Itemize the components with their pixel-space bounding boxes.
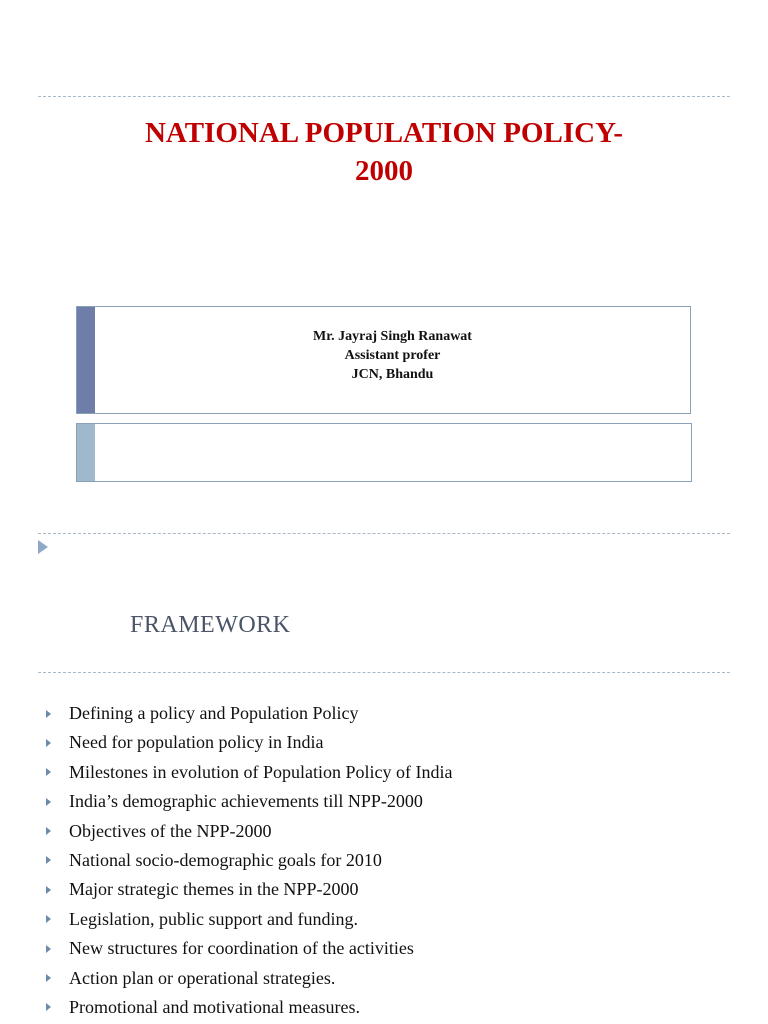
list-item: [44, 846, 452, 875]
author-box-accent: [77, 307, 95, 413]
bullet-arrow-icon: [46, 1003, 51, 1011]
author-institution: JCN, Bhandu: [351, 367, 434, 382]
framework-list: [44, 699, 452, 1022]
list-item: [44, 817, 452, 846]
list-item: [44, 905, 452, 934]
list-item: [44, 728, 452, 757]
list-item: [44, 758, 452, 787]
slide-marker-icon: [38, 540, 48, 554]
framework-heading: FRAMEWORK: [130, 612, 291, 638]
author-name: Mr. Jayraj Singh Ranawat: [313, 329, 472, 344]
author-info: [95, 327, 690, 384]
list-item: [44, 993, 452, 1022]
list-item-text: Major strategic themes in the NPP-2000: [69, 879, 359, 900]
list-item-text: New structures for coordination of the activities: [69, 938, 414, 959]
bullet-arrow-icon: [46, 798, 51, 806]
heading-divider: [38, 672, 730, 673]
bullet-arrow-icon: [46, 886, 51, 894]
bullet-arrow-icon: [46, 915, 51, 923]
list-item: [44, 934, 452, 963]
empty-box-accent: [77, 424, 95, 481]
slide-separator-divider: [38, 533, 730, 534]
bullet-arrow-icon: [46, 768, 51, 776]
list-item-text: Promotional and motivational measures.: [69, 996, 360, 1017]
bullet-arrow-icon: [46, 739, 51, 747]
bullet-arrow-icon: [46, 974, 51, 982]
list-item-text: National socio-demographic goals for 2010: [69, 849, 382, 870]
list-item-text: Legislation, public support and funding.: [69, 908, 358, 929]
list-item-text: Objectives of the NPP-2000: [69, 820, 272, 841]
list-item: [44, 699, 452, 728]
author-box: [76, 306, 691, 414]
list-item-text: India’s demographic achievements till NPP-2000: [69, 791, 423, 812]
list-item-text: Action plan or operational strategies.: [69, 967, 336, 988]
list-item: [44, 875, 452, 904]
slide-title: [0, 114, 768, 190]
list-item-text: Defining a policy and Population Policy: [69, 703, 359, 723]
bullet-arrow-icon: [46, 710, 51, 718]
bullet-arrow-icon: [46, 827, 51, 835]
list-item: [44, 787, 452, 816]
title-line-1: NATIONAL POPULATION POLICY-: [144, 117, 624, 149]
list-item-text: Need for population policy in India: [69, 732, 324, 753]
empty-box: [76, 423, 692, 482]
author-role: Assistant profer: [344, 348, 441, 363]
list-item-text: Milestones in evolution of Population Policy of India: [69, 761, 453, 782]
bullet-arrow-icon: [46, 945, 51, 953]
top-divider: [38, 96, 730, 97]
title-line-2: 2000: [355, 155, 413, 187]
list-item: [44, 964, 452, 993]
bullet-arrow-icon: [46, 856, 51, 864]
